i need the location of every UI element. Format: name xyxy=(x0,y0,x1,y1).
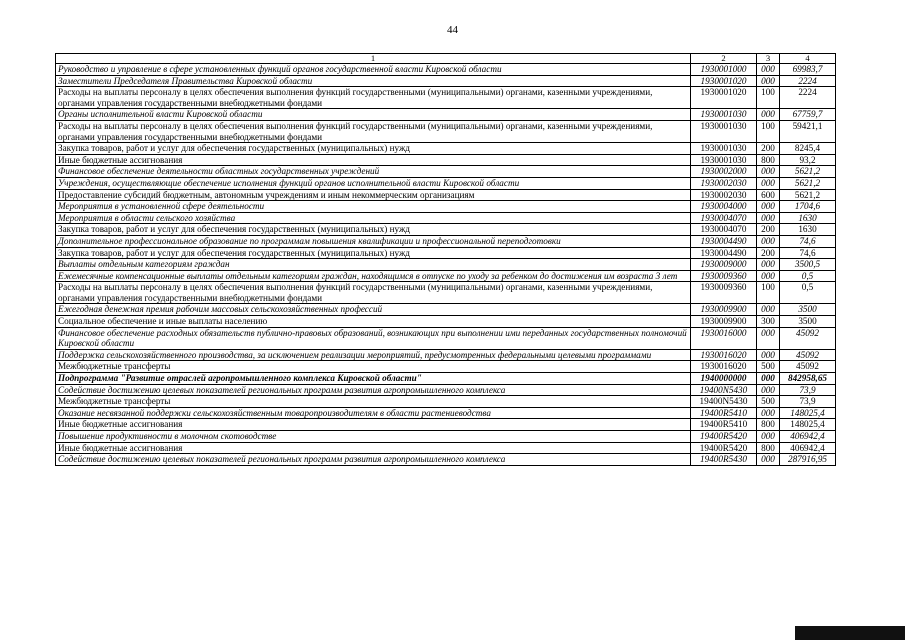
row-name: Органы исполнительной власти Кировской области xyxy=(56,109,691,121)
row-amount: 148025,4 xyxy=(780,419,836,431)
row-type: 000 xyxy=(757,349,780,361)
table-row xyxy=(56,349,836,361)
table-header xyxy=(56,54,836,64)
row-type: 800 xyxy=(757,419,780,431)
row-amount: 1630 xyxy=(780,212,836,224)
row-code: 1930004000 xyxy=(691,201,757,213)
row-type: 000 xyxy=(757,270,780,282)
row-name: Выплаты отдельным категориям граждан xyxy=(56,259,691,271)
row-amount: 5621,2 xyxy=(780,189,836,201)
row-amount: 0,5 xyxy=(780,270,836,282)
table-row xyxy=(56,384,836,396)
row-code: 1930002000 xyxy=(691,166,757,178)
row-amount: 287916,95 xyxy=(780,454,836,466)
row-name: Повышение продуктивности в молочном скотоводстве xyxy=(56,431,691,443)
row-type: 000 xyxy=(757,259,780,271)
row-name: Расходы на выплаты персоналу в целях обеспечения выполнения функций государственными (муниципальными) органами, казенными учреждениями, органами управления государственными внебюджетными фондами xyxy=(56,120,691,142)
row-type: 500 xyxy=(757,361,780,373)
table-row xyxy=(56,282,836,304)
table-row xyxy=(56,109,836,121)
header-col-2: 2 xyxy=(691,54,757,64)
row-code: 1930016020 xyxy=(691,361,757,373)
table-row xyxy=(56,316,836,328)
page-number: 44 xyxy=(447,24,458,36)
table-row xyxy=(56,154,836,166)
row-code: 1930002030 xyxy=(691,177,757,189)
row-name: Оказание несвязанной поддержки сельскохозяйственным товаропроизводителям в области растениеводства xyxy=(56,407,691,419)
row-name: Финансовое обеспечение расходных обязательств публично-правовых образований, возникающих при выполнении ими переданных государственных полномочий Кировской области xyxy=(56,327,691,349)
row-amount: 842958,65 xyxy=(780,373,836,385)
header-col-3: 3 xyxy=(757,54,780,64)
row-amount: 2224 xyxy=(780,87,836,109)
row-type: 000 xyxy=(757,212,780,224)
row-name: Мероприятия в области сельского хозяйства xyxy=(56,212,691,224)
row-type: 000 xyxy=(757,304,780,316)
row-amount: 74,6 xyxy=(780,235,836,247)
row-code: 1930004070 xyxy=(691,224,757,236)
row-type: 200 xyxy=(757,143,780,155)
row-name: Закупка товаров, работ и услуг для обеспечения государственных (муниципальных) нужд xyxy=(56,224,691,236)
row-amount: 1704,6 xyxy=(780,201,836,213)
row-name: Руководство и управление в сфере установленных функций органов государственной власти Кировской области xyxy=(56,64,691,76)
row-amount: 1630 xyxy=(780,224,836,236)
row-type: 000 xyxy=(757,177,780,189)
table-row xyxy=(56,259,836,271)
row-amount: 5621,2 xyxy=(780,177,836,189)
row-code: 1930004490 xyxy=(691,247,757,259)
row-code: 1930001030 xyxy=(691,154,757,166)
table-row xyxy=(56,177,836,189)
budget-table xyxy=(55,53,836,466)
row-type: 100 xyxy=(757,120,780,142)
row-type: 000 xyxy=(757,384,780,396)
table-row xyxy=(56,373,836,385)
row-type: 100 xyxy=(757,282,780,304)
row-name: Заместители Председателя Правительства Кировской области xyxy=(56,75,691,87)
row-type: 000 xyxy=(757,75,780,87)
table-row xyxy=(56,361,836,373)
header-col-4: 4 xyxy=(780,54,836,64)
row-amount: 406942,4 xyxy=(780,431,836,443)
table-row xyxy=(56,419,836,431)
row-code: 1940000000 xyxy=(691,373,757,385)
row-name: Иные бюджетные ассигнования xyxy=(56,154,691,166)
table-row xyxy=(56,407,836,419)
row-code: 1930001020 xyxy=(691,75,757,87)
table-row xyxy=(56,270,836,282)
row-code: 19400R5410 xyxy=(691,419,757,431)
row-code: 1930001030 xyxy=(691,109,757,121)
table-row xyxy=(56,304,836,316)
row-amount: 73,9 xyxy=(780,396,836,408)
row-name: Предоставление субсидий бюджетным, автономным учреждениям и иным некоммерческим организациям xyxy=(56,189,691,201)
row-amount: 3500 xyxy=(780,304,836,316)
row-type: 000 xyxy=(757,431,780,443)
table-row xyxy=(56,454,836,466)
row-amount: 45092 xyxy=(780,361,836,373)
row-code: 19400R5420 xyxy=(691,442,757,454)
row-type: 000 xyxy=(757,373,780,385)
row-amount: 45092 xyxy=(780,327,836,349)
row-code: 19400N5430 xyxy=(691,384,757,396)
table-row xyxy=(56,431,836,443)
row-amount: 0,5 xyxy=(780,282,836,304)
table-row xyxy=(56,235,836,247)
table-row xyxy=(56,396,836,408)
row-name: Расходы на выплаты персоналу в целях обеспечения выполнения функций государственными (муниципальными) органами, казенными учреждениями, органами управления государственными внебюджетными фондами xyxy=(56,282,691,304)
table-row xyxy=(56,189,836,201)
table-row xyxy=(56,166,836,178)
row-name: Ежегодная денежная премия рабочим массовых сельскохозяйственных профессий xyxy=(56,304,691,316)
row-name: Социальное обеспечение и иные выплаты населению xyxy=(56,316,691,328)
row-code: 1930001020 xyxy=(691,87,757,109)
row-amount: 2224 xyxy=(780,75,836,87)
row-type: 100 xyxy=(757,87,780,109)
row-code: 1930009360 xyxy=(691,282,757,304)
row-name: Учреждения, осуществляющие обеспечение исполнения функций органов исполнительной власти Кировской области xyxy=(56,177,691,189)
row-code: 1930009900 xyxy=(691,304,757,316)
row-name: Содействие достижению целевых показателей региональных программ развития агропромышленного комплекса xyxy=(56,384,691,396)
row-type: 800 xyxy=(757,154,780,166)
row-amount: 406942,4 xyxy=(780,442,836,454)
row-name: Иные бюджетные ассигнования xyxy=(56,442,691,454)
table-row xyxy=(56,143,836,155)
row-type: 000 xyxy=(757,201,780,213)
row-code: 1930004070 xyxy=(691,212,757,224)
row-type: 000 xyxy=(757,64,780,76)
table-row xyxy=(56,201,836,213)
row-type: 000 xyxy=(757,166,780,178)
table-body xyxy=(56,64,836,466)
row-amount: 73,9 xyxy=(780,384,836,396)
row-code: 19400N5430 xyxy=(691,396,757,408)
row-code: 19400R5430 xyxy=(691,454,757,466)
table-row xyxy=(56,87,836,109)
row-type: 300 xyxy=(757,316,780,328)
row-name: Мероприятия в установленной сфере деятельности xyxy=(56,201,691,213)
header-col-1: 1 xyxy=(56,54,691,64)
row-amount: 5621,2 xyxy=(780,166,836,178)
row-amount: 3500,5 xyxy=(780,259,836,271)
row-type: 000 xyxy=(757,327,780,349)
row-code: 1930016020 xyxy=(691,349,757,361)
row-code: 1930004490 xyxy=(691,235,757,247)
row-type: 000 xyxy=(757,235,780,247)
row-name: Закупка товаров, работ и услуг для обеспечения государственных (муниципальных) нужд xyxy=(56,247,691,259)
header-row xyxy=(56,54,836,64)
row-name: Расходы на выплаты персоналу в целях обеспечения выполнения функций государственными (муниципальными) органами, казенными учреждениями, органами управления государственными внебюджетными фондами xyxy=(56,87,691,109)
table-row xyxy=(56,120,836,142)
table-row xyxy=(56,75,836,87)
row-type: 600 xyxy=(757,189,780,201)
row-code: 19400R5420 xyxy=(691,431,757,443)
row-amount: 93,2 xyxy=(780,154,836,166)
row-code: 1930001030 xyxy=(691,143,757,155)
row-amount: 3500 xyxy=(780,316,836,328)
row-type: 800 xyxy=(757,442,780,454)
row-amount: 74,6 xyxy=(780,247,836,259)
row-name: Иные бюджетные ассигнования xyxy=(56,419,691,431)
table-row xyxy=(56,327,836,349)
scan-artifact-bar xyxy=(795,626,905,640)
row-code: 1930016000 xyxy=(691,327,757,349)
row-code: 1930009360 xyxy=(691,270,757,282)
table-row xyxy=(56,442,836,454)
row-name: Межбюджетные трансферты xyxy=(56,396,691,408)
row-code: 1930001000 xyxy=(691,64,757,76)
row-name: Межбюджетные трансферты xyxy=(56,361,691,373)
row-type: 000 xyxy=(757,454,780,466)
row-type: 200 xyxy=(757,247,780,259)
row-code: 1930009900 xyxy=(691,316,757,328)
row-name: Закупка товаров, работ и услуг для обеспечения государственных (муниципальных) нужд xyxy=(56,143,691,155)
row-amount: 69983,7 xyxy=(780,64,836,76)
row-code: 1930001030 xyxy=(691,120,757,142)
row-type: 000 xyxy=(757,109,780,121)
row-name: Дополнительное профессиональное образование по программам повышения квалификации и профессиональной переподготовки xyxy=(56,235,691,247)
row-type: 200 xyxy=(757,224,780,236)
row-code: 1930002030 xyxy=(691,189,757,201)
row-amount: 59421,1 xyxy=(780,120,836,142)
row-code: 19400R5410 xyxy=(691,407,757,419)
table-row xyxy=(56,64,836,76)
row-amount: 8245,4 xyxy=(780,143,836,155)
row-amount: 148025,4 xyxy=(780,407,836,419)
table-row xyxy=(56,212,836,224)
row-amount: 45092 xyxy=(780,349,836,361)
row-type: 000 xyxy=(757,407,780,419)
table-row xyxy=(56,247,836,259)
table-row xyxy=(56,224,836,236)
row-type: 500 xyxy=(757,396,780,408)
row-name: Поддержка сельскохозяйственного производства, за исключением реализации мероприятий, предусмотренных федеральными целевыми программами xyxy=(56,349,691,361)
row-name: Подпрограмма "Развитие отраслей агропромышленного комплекса Кировской области" xyxy=(56,373,691,385)
row-name: Ежемесячные компенсационные выплаты отдельным категориям граждан, находящимся в отпуске по уходу за ребенком до достижения им возраста 3 лет xyxy=(56,270,691,282)
row-name: Финансовое обеспечение деятельности областных государственных учреждений xyxy=(56,166,691,178)
row-amount: 67759,7 xyxy=(780,109,836,121)
row-name: Содействие достижению целевых показателей региональных программ развития агропромышленного комплекса xyxy=(56,454,691,466)
row-code: 1930009000 xyxy=(691,259,757,271)
